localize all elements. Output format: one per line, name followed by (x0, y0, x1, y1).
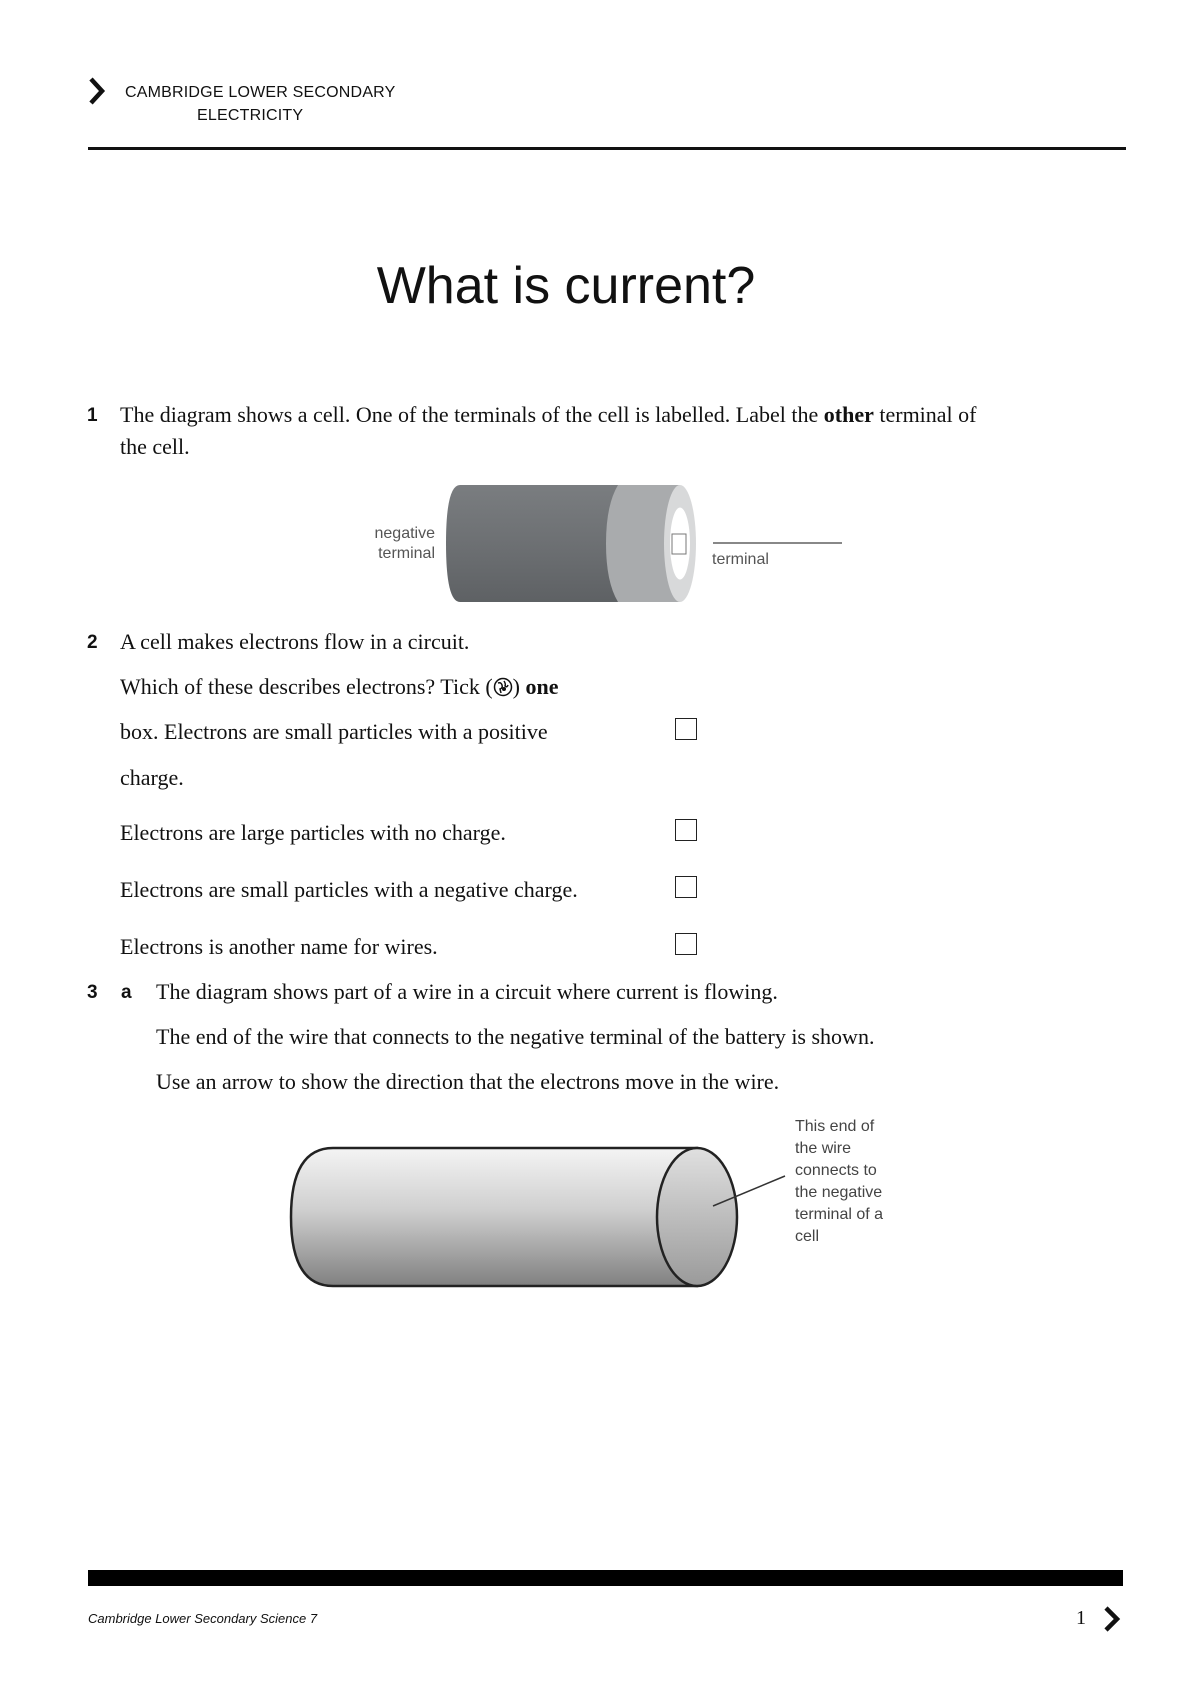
question-1-text-a: The diagram shows a cell. One of the terminals of the cell is labelled. Label the (120, 402, 824, 427)
next-page-chevron-icon (1102, 1605, 1122, 1633)
question-2-instruction-b: ) (512, 674, 526, 699)
question-1-text-line2: the cell. (120, 434, 190, 459)
question-2-instruction (120, 671, 559, 703)
question-number-2: 2 (87, 632, 98, 653)
option-2-checkbox[interactable] (675, 819, 697, 841)
wire-label-line: connects to (795, 1162, 877, 1179)
wire-diagram (285, 1142, 805, 1292)
wire-end-label (795, 1116, 883, 1248)
header-topic: ELECTRICITY (197, 107, 304, 124)
tick-globe-icon (493, 677, 513, 697)
wire-body (291, 1148, 697, 1286)
question-2-emphasis: one (525, 674, 559, 699)
option-2-text: Electrons are large particles with no charge. (120, 820, 506, 845)
option-4-text: Electrons is another name for wires. (120, 934, 438, 959)
negative-terminal-label (363, 524, 435, 564)
header-series: CAMBRIDGE LOWER SECONDARY (125, 84, 396, 101)
question-1-text (120, 399, 977, 431)
positive-nub (672, 534, 686, 554)
question-number-3: 3 (87, 982, 98, 1003)
chevron-right-icon (86, 76, 108, 106)
wire-label-line: the negative (795, 1184, 883, 1201)
header-rule (88, 147, 1126, 150)
option-3-checkbox[interactable] (675, 876, 697, 898)
question-2-instruction-a: Which of these describes electrons? Tick ( (120, 674, 493, 699)
wire-label-line: terminal of a (795, 1206, 884, 1223)
page-title: What is current? (376, 257, 756, 315)
option-1-text: box. Electrons are small particles with a positive (120, 719, 548, 744)
wire-label-line: the wire (795, 1140, 852, 1157)
option-3-text: Electrons are small particles with a negative charge. (120, 877, 578, 902)
negative-label-line2: terminal (378, 545, 435, 562)
footer-bar (88, 1570, 1123, 1586)
option-1-text-line2: charge. (120, 765, 184, 790)
footer-book-title: Cambridge Lower Secondary Science 7 (88, 1611, 318, 1626)
question-3-line3: Use an arrow to show the direction that the electrons move in the wire. (156, 1069, 780, 1094)
wire-end (657, 1148, 737, 1286)
question-2-intro: A cell makes electrons flow in a circuit. (120, 629, 470, 654)
question-3-line2: The end of the wire that connects to the negative terminal of the battery is shown. (156, 1024, 875, 1049)
question-3-part-label: a (121, 982, 132, 1003)
option-1-checkbox[interactable] (675, 718, 697, 740)
cell-body (446, 485, 618, 602)
question-3-line1: The diagram shows part of a wire in a circuit where current is flowing. (156, 979, 778, 1004)
wire-label-line: This end of (795, 1118, 875, 1135)
negative-label-line1: negative (374, 525, 435, 542)
question-1-emphasis: other (823, 402, 874, 427)
wire-label-line: cell (795, 1228, 820, 1245)
question-number-1: 1 (87, 405, 98, 426)
page-number: 1 (1076, 1607, 1086, 1629)
blank-terminal-label: terminal (712, 551, 769, 568)
question-1-text-b: terminal of (873, 402, 977, 427)
option-4-checkbox[interactable] (675, 933, 697, 955)
